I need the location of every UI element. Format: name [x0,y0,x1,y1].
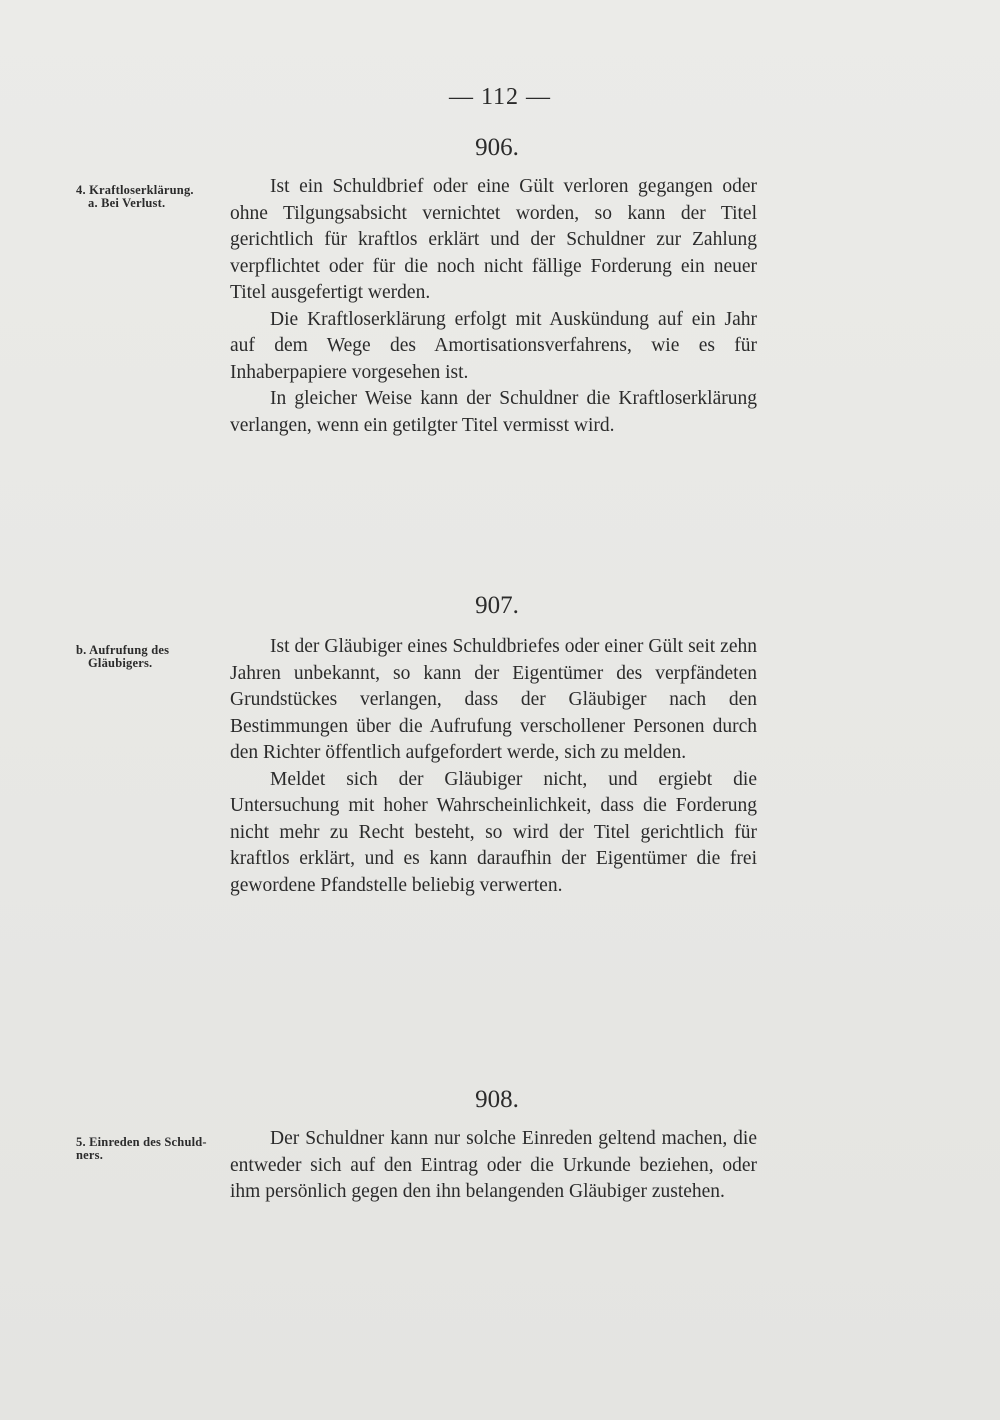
paragraph: Ist ein Schuldbrief oder eine Gült verloren gegangen oder ohne Tilgungsabsicht vernichtet worden, so kann der Titel gerichtlich für kraftlos erklärt und der Schuldner zur Zahlung verpflichtet oder für die noch nicht fällige Forderung ein neuer Titel ausgefertigt werden. [230,176,757,303]
paragraph: Die Kraftloserklärung erfolgt mit Auskündung auf ein Jahr auf dem Wege des Amortisationsverfahrens, wie es für Inhaberpapiere vorgesehen ist. [230,308,757,383]
paragraph: Meldet sich der Gläubiger nicht, und ergiebt die Untersuchung mit hoher Wahrscheinlichkeit, dass die Forderung nicht mehr zu Recht besteht, so wird der Titel gerichtlich für kraftlos erklärt, und es kann daraufhin der Eigentümer die frei gewordene Pfandstelle beliebig verwerten. [230,768,757,896]
margin-note-line: 4. Kraftloserklärung. [76,183,194,197]
article-body [230,634,757,899]
article-body [230,1126,757,1206]
margin-note [76,644,222,670]
article-number: 907. [475,592,519,619]
article-number: 906. [475,134,519,161]
margin-note [76,1136,222,1162]
margin-note-line: a. Bei Verlust. [88,196,166,210]
page-number: — 112 — [448,84,552,110]
article-body [230,174,757,439]
margin-note-line: Gläubigers. [88,656,153,670]
margin-note-line: b. Aufrufung des [76,643,170,657]
margin-note [76,184,222,210]
margin-note-line: ners. [76,1148,104,1162]
paragraph: Der Schuldner kann nur solche Einreden geltend machen, die entweder sich auf den Eintrag oder die Urkunde beziehen, oder ihm persönlich gegen den ihn belangenden Gläubiger zustehen. [230,1128,757,1202]
paragraph: Ist der Gläubiger eines Schuldbriefes oder einer Gült seit zehn Jahren unbekannt, so kann der Eigentümer des verpfändeten Grundstückes verlangen, dass der Gläubiger nach den Bestimmungen über die Aufrufung verschollener Personen durch den Richter öffentlich aufgefordert werde, sich zu melden. [230,636,757,763]
article-number: 908. [475,1086,519,1113]
paragraph: In gleicher Weise kann der Schuldner die Kraftloserklärung verlangen, wenn ein getilgter Titel vermisst wird. [230,388,757,436]
margin-note-line: 5. Einreden des Schuld- [76,1135,207,1149]
